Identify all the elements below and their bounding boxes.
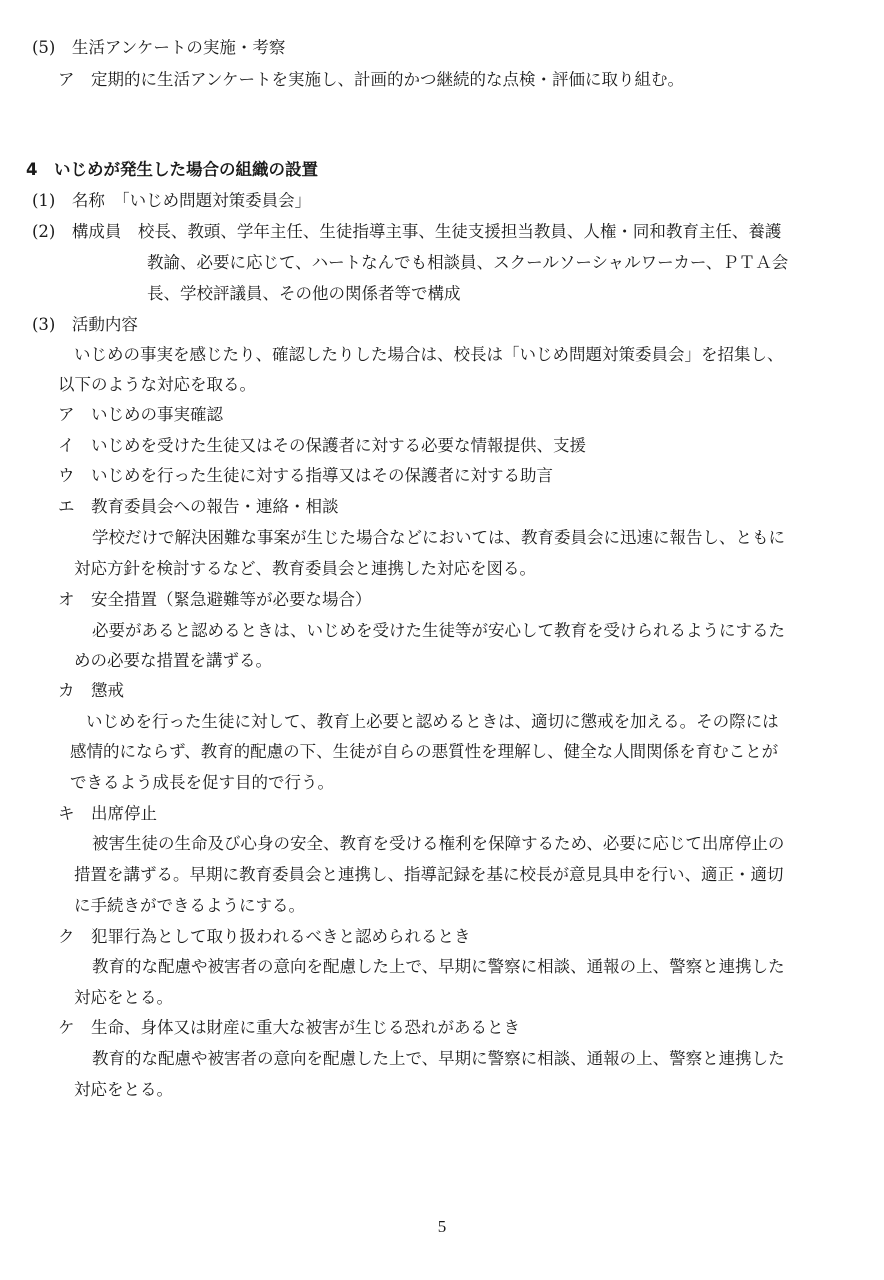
- item-a: ア いじめの事実確認: [58, 405, 223, 424]
- item-ki-body-1: 被害生徒の生命及び心身の安全、教育を受ける権利を保障するため、必要に応じて出席停止の: [92, 834, 785, 853]
- item-ki-title: キ 出席停止: [58, 804, 157, 823]
- item-e-body-1: 学校だけで解決困難な事案が生じた場合などにおいては、教育委員会に迅速に報告し、ともに: [92, 528, 785, 547]
- item-o-body-1: 必要があると認めるときは、いじめを受けた生徒等が安心して教育を受けられるようにするた: [92, 621, 785, 640]
- item-ke-title: ケ 生命、身体又は財産に重大な被害が生じる恐れがあるとき: [58, 1018, 520, 1037]
- activities-intro-line-1: いじめの事実を感じたり、確認したりした場合は、校長は「いじめ問題対策委員会」を招集し、: [74, 345, 784, 364]
- item-ki-body-3: に手続きができるようにする。: [74, 896, 305, 915]
- item-o-title: オ 安全措置（緊急避難等が必要な場合）: [58, 590, 372, 609]
- subsection-5-heading: (5) 生活アンケートの実施・考察: [32, 38, 286, 57]
- item-ku-body-1: 教育的な配慮や被害者の意向を配慮した上で、早期に警察に相談、通報の上、警察と連携した: [92, 957, 785, 976]
- members-line-2: 教諭、必要に応じて、ハートなんでも相談員、スクールソーシャルワーカー、ＰＴＡ会: [147, 253, 789, 272]
- activities-intro-line-2: 以下のような対応を取る。: [58, 375, 256, 394]
- item-u: ウ いじめを行った生徒に対する指導又はその保護者に対する助言: [58, 466, 553, 485]
- item-ku-title: ク 犯罪行為として取り扱われるべきと認められるとき: [58, 927, 471, 946]
- activities-heading: (3) 活動内容: [32, 315, 138, 334]
- page-number: 5: [437, 1217, 447, 1236]
- item-i: イ いじめを受けた生徒又はその保護者に対する必要な情報提供、支援: [58, 436, 586, 455]
- item-ke-body-2: 対応をとる。: [74, 1080, 173, 1099]
- item-ke-body-1: 教育的な配慮や被害者の意向を配慮した上で、早期に警察に相談、通報の上、警察と連携した: [92, 1049, 785, 1068]
- subsection-5-item-a: ア 定期的に生活アンケートを実施し、計画的かつ継続的な点検・評価に取り組む。: [58, 70, 685, 89]
- item-e-title: エ 教育委員会への報告・連絡・相談: [58, 497, 339, 516]
- item-e-body-2: 対応方針を検討するなど、教育委員会と連携した対応を図る。: [74, 559, 536, 578]
- item-ku-body-2: 対応をとる。: [74, 988, 173, 1007]
- item-ka-body-3: できるよう成長を促す目的で行う。: [70, 773, 334, 792]
- members-line-3: 長、学校評議員、その他の関係者等で構成: [147, 284, 461, 303]
- members-line-1: (2) 構成員 校長、教頭、学年主任、生徒指導主事、生徒支援担当教員、人権・同和教育主任、養護: [32, 222, 782, 241]
- item-ka-title: カ 懲戒: [58, 681, 124, 700]
- committee-name: (1) 名称 「いじめ問題対策委員会」: [32, 191, 312, 210]
- item-ka-body-2: 感情的にならず、教育的配慮の下、生徒が自らの悪質性を理解し、健全な人間関係を育むことが: [70, 742, 779, 761]
- item-ka-body-1: いじめを行った生徒に対して、教育上必要と認めるときは、適切に懲戒を加える。その際には: [86, 712, 779, 731]
- item-o-body-2: めの必要な措置を講ずる。: [74, 651, 272, 670]
- section-4-heading: 4 いじめが発生した場合の組織の設置: [26, 160, 318, 179]
- item-ki-body-2: 措置を講ずる。早期に教育委員会と連携し、指導記録を基に校長が意見具申を行い、適正・適切: [74, 865, 784, 884]
